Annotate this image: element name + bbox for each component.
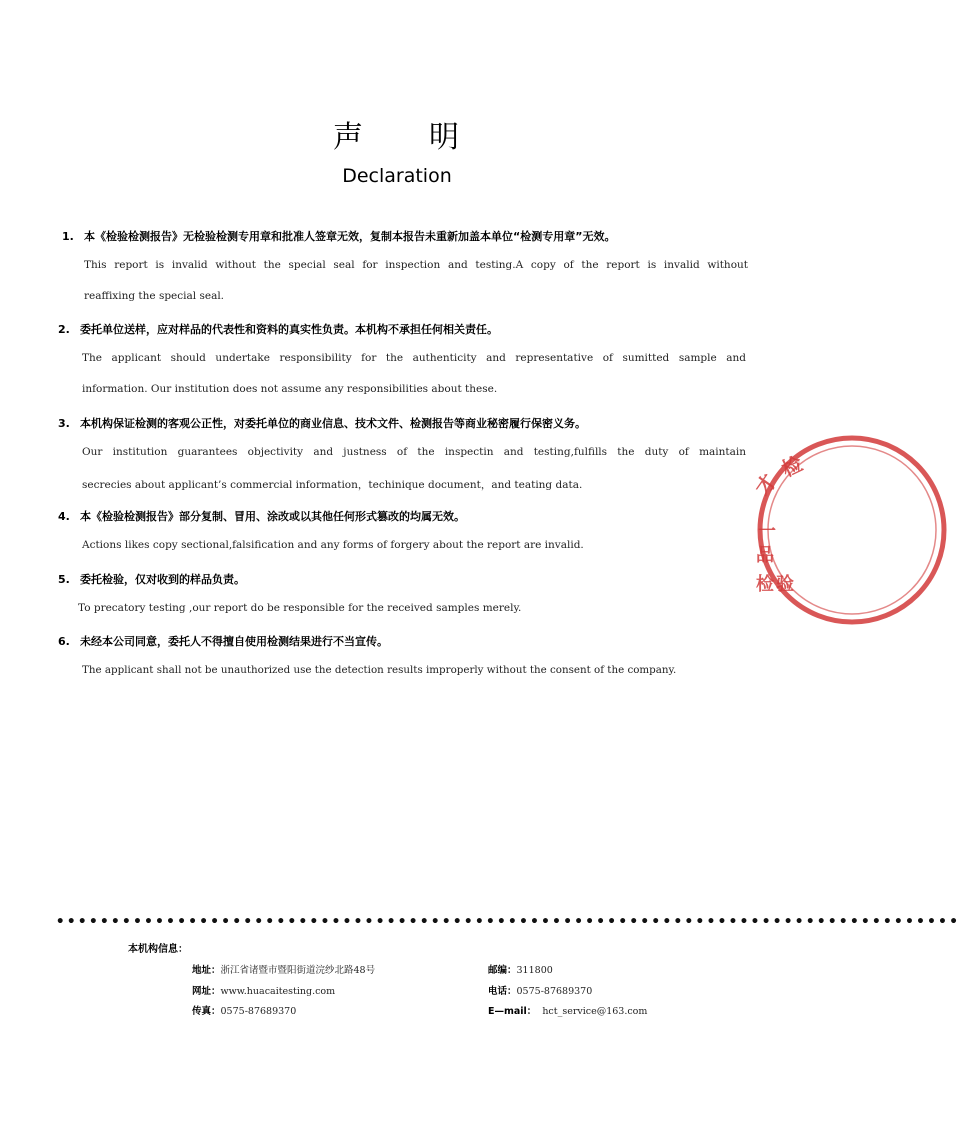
declaration-item-5-en-line-1: To precatory testing ,our report do be responsible for the received samples merely. xyxy=(78,602,522,614)
svg-text:检: 检 xyxy=(756,574,774,595)
address-row xyxy=(192,962,375,976)
phone-row xyxy=(488,983,592,997)
fax-label: 传真： xyxy=(192,1006,221,1017)
declaration-item-3-en-line-1: Our institution guarantees objectivity and justness of the inspectin and testing,fulfills the duty of maintain xyxy=(82,446,746,458)
dotted-divider: •••••••••••••••••••••••••••••••••••••••••••••••••••••••••••••••••••••••••••••••••• xyxy=(56,914,960,930)
company-seal-stamp-icon xyxy=(752,425,852,635)
declaration-item-6-en-line-1: The applicant shall not be unauthorized use the detection results improperly without the consent of the company. xyxy=(82,664,677,676)
svg-text:品: 品 xyxy=(756,545,774,566)
address-label: 地址： xyxy=(192,965,221,976)
website-label: 网址： xyxy=(192,986,221,997)
item-number: 6. xyxy=(58,635,70,648)
fax-row xyxy=(192,1003,296,1017)
item-text-cn: 未经本公司同意，委托人不得擅自使用检测结果进行不当宣传。 xyxy=(80,635,388,648)
svg-text:检: 检 xyxy=(777,451,807,482)
item-number: 3. xyxy=(58,417,70,430)
declaration-item-4-en-line-1: Actions likes copy sectional,falsification and any forms of forgery about the report are invalid. xyxy=(82,539,584,551)
declaration-item-1-en-line-2: reaffixing the special seal. xyxy=(84,290,225,302)
phone-value: 0575-87689370 xyxy=(516,986,593,997)
declaration-item-1-cn xyxy=(62,228,615,244)
phone-label: 电话： xyxy=(488,986,517,997)
declaration-item-6-cn xyxy=(58,633,388,649)
declaration-item-3-en-line-2: secrecies about applicant’s commercial information，techinique document，and teating data. xyxy=(82,479,583,491)
item-number: 1. xyxy=(62,230,74,243)
declaration-item-2-en-line-1: The applicant should undertake responsibility for the authenticity and representative of sumitted sample and xyxy=(82,352,746,364)
item-number: 2. xyxy=(58,323,70,336)
postcode-label: 邮编： xyxy=(488,965,517,976)
declaration-item-2-cn xyxy=(58,321,498,337)
svg-text:验: 验 xyxy=(776,574,794,595)
item-text-cn: 委托检验，仅对收到的样品负责。 xyxy=(80,573,245,586)
fax-value: 0575-87689370 xyxy=(220,1006,297,1017)
item-number: 4. xyxy=(58,510,70,523)
declaration-item-4-cn xyxy=(58,508,465,524)
postcode-row xyxy=(488,962,553,976)
email-label: E—mail： xyxy=(488,1006,537,1017)
postcode-value: 311800 xyxy=(516,965,553,976)
declaration-item-5-cn xyxy=(58,571,245,587)
item-text-cn: 本《检验检测报告》无检验检测专用章和批准人签章无效，复制本报告未重新加盖本单位“检测专用章”无效。 xyxy=(84,230,616,243)
email-row xyxy=(488,1003,647,1017)
declaration-item-3-cn xyxy=(58,415,586,431)
website-link[interactable]: www.huacaitesting.com xyxy=(220,986,336,997)
svg-text:一: 一 xyxy=(758,521,776,542)
declaration-item-2-en-line-2: information. Our institution does not assume any responsibilities about these. xyxy=(82,383,498,395)
page-title-en: Declaration xyxy=(342,165,452,187)
svg-text:才: 才 xyxy=(750,469,782,500)
item-text-cn: 委托单位送样，应对样品的代表性和资料的真实性负责。本机构不承担任何相关责任。 xyxy=(80,323,498,336)
declaration-item-1-en-line-1: This report is invalid without the special seal for inspection and testing.A copy of the report is invalid without xyxy=(84,259,748,271)
institution-info-heading: 本机构信息： xyxy=(128,944,188,955)
email-link[interactable]: hct_service@163.com xyxy=(542,1006,648,1017)
item-text-cn: 本《检验检测报告》部分复制、冒用、涂改或以其他任何形式篡改的均属无效。 xyxy=(80,510,465,523)
page-title-cn: 声 明 xyxy=(333,120,461,155)
address-value: 浙江省诸暨市暨阳街道浣纱北路48号 xyxy=(220,965,376,976)
item-text-cn: 本机构保证检测的客观公正性，对委托单位的商业信息、技术文件、检测报告等商业秘密履行保密义务。 xyxy=(80,417,586,430)
website-row xyxy=(192,983,335,997)
item-number: 5. xyxy=(58,573,70,586)
